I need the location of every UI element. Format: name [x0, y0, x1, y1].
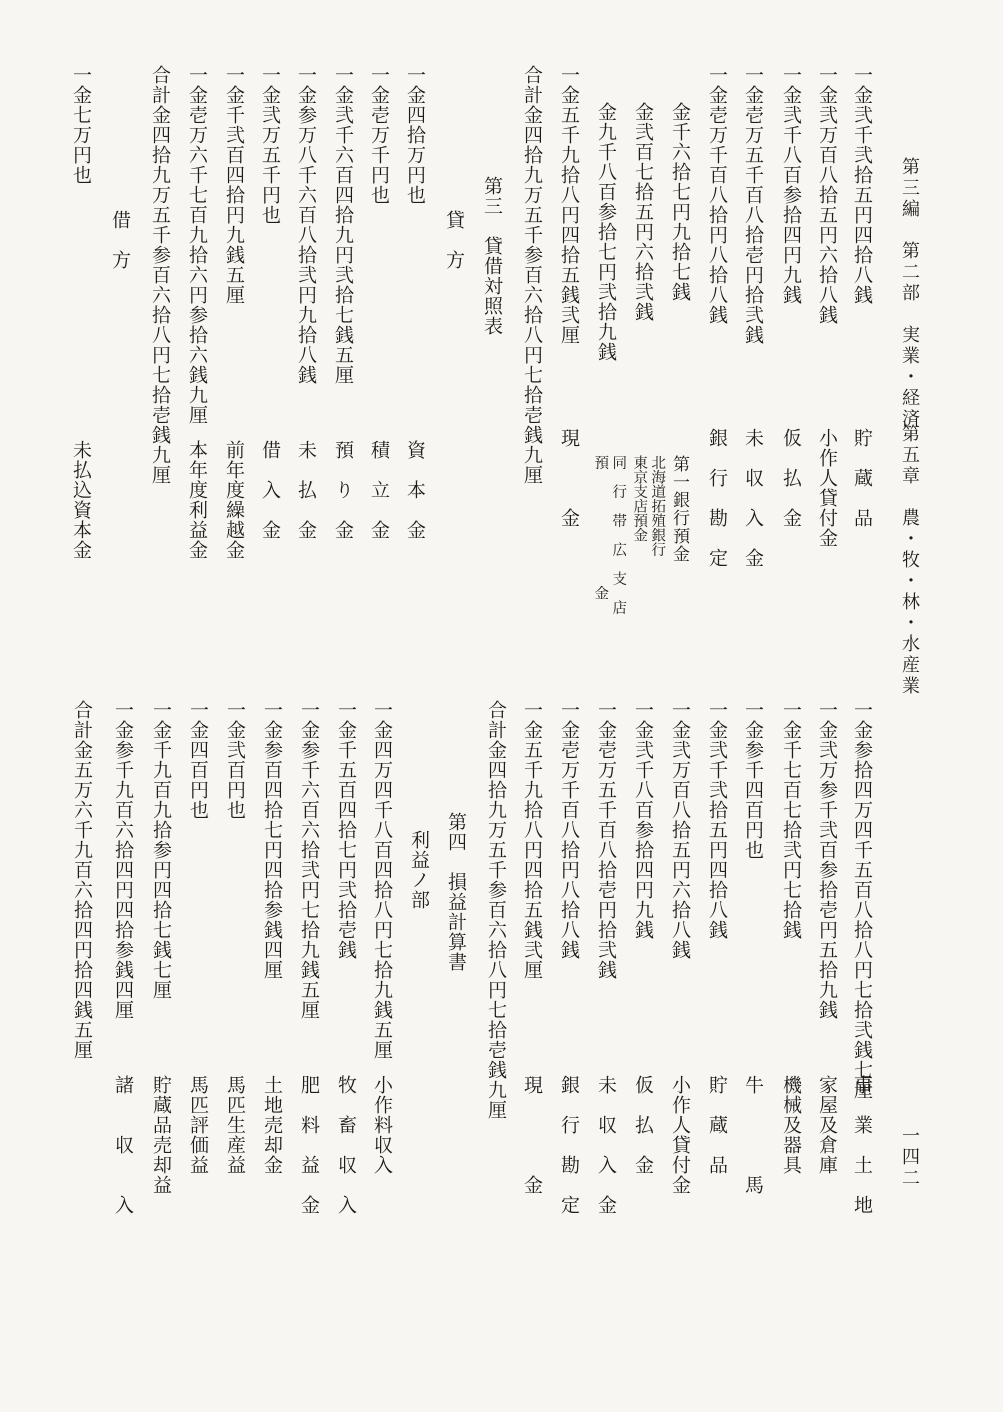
credit-amount-0: 一金四拾万円也 [404, 65, 426, 205]
credit-amount-4: 一金弐万五千円也 [259, 65, 281, 225]
upper-asset-amount-3: 一金壱万五千百八拾壱円拾弐銭 [742, 65, 764, 345]
bank-detail-label-1a: 北海道拓殖銀行 [649, 455, 666, 557]
lower-total-amount: 合計金四拾九万五千参百六拾八円七拾壱銭九厘 [485, 700, 507, 1120]
credit-amount-3: 一金参万八千六百八拾弐円九拾八銭 [295, 65, 317, 385]
credit-heading: 貸 方 [443, 210, 465, 270]
credit-amount-6: 一金壱万六千七百九拾六円参拾六銭九厘 [186, 65, 208, 425]
bank-detail-label-2a: 同 行 帯 広 支 店 [610, 455, 627, 615]
profit-label-3: 土地売却金 [261, 1075, 283, 1175]
profit-heading: 利益ノ部 [408, 830, 430, 910]
page-number: 一四二 [899, 1126, 920, 1189]
section4-title: 第四 損益計算書 [445, 812, 467, 972]
lower-asset-amount-2: 一金千七百七拾弐円七拾銭 [780, 700, 802, 940]
upper-asset-amount-1: 一金弐万百八拾五円六拾八銭 [816, 65, 838, 325]
lower-asset-label-5: 小作人貸付金 [669, 1075, 691, 1195]
debit-amount-0: 一金七万円也 [70, 65, 92, 185]
part-title: 第三編 第二部 実業・経済 [899, 157, 920, 430]
bank-detail-label-2b: 預 金 [592, 455, 609, 600]
lower-asset-amount-3: 一金参千四百円也 [742, 700, 764, 860]
lower-asset-amount-7: 一金壱万五千百八拾壱円拾弐銭 [595, 700, 617, 980]
lower-asset-amount-6: 一金弐千八百参拾四円九銭 [632, 700, 654, 940]
upper-asset-amount-4: 一金壱万千百八拾円八拾八銭 [706, 65, 728, 325]
credit-amount-2: 一金弐千六百四拾九円弐拾七銭五厘 [332, 65, 354, 385]
debit-label-0: 未払込資本金 [70, 440, 92, 560]
profit-amount-2: 一金参千六百六拾弐円七拾九銭五厘 [298, 700, 320, 1020]
profit-amount-1: 一金千五百四拾七円弐拾壱銭 [335, 700, 357, 960]
lower-asset-label-7: 未 収 入 金 [595, 1075, 617, 1215]
credit-label-1: 積 立 金 [368, 440, 390, 540]
upper-asset-amount-2: 一金弐千八百参拾四円九銭 [780, 65, 802, 305]
profit-amount-4: 一金弐百円也 [224, 700, 246, 820]
lower-asset-label-6: 仮 払 金 [632, 1075, 654, 1175]
upper-asset-label-4: 銀 行 勘 定 [706, 428, 728, 568]
bank-detail-label-1b: 東京支店預金 [631, 455, 648, 542]
section3-title: 第三 貸借対照表 [481, 176, 503, 336]
profit-label-0: 小作料収入 [371, 1075, 393, 1175]
upper-asset-label-1: 小作人貸付金 [816, 428, 838, 548]
credit-amount-5: 一金千弐百四拾円九銭五厘 [223, 65, 245, 305]
credit-label-2: 預 り 金 [332, 440, 354, 540]
credit-label-4: 借 入 金 [259, 440, 281, 540]
profit-label-2: 肥 料 益 金 [298, 1075, 320, 1215]
credit-label-3: 未 払 金 [295, 440, 317, 540]
upper-asset-amount-0: 一金弐千弐拾五円四拾八銭 [851, 65, 873, 305]
lower-asset-amount-5: 一金弐万百八拾五円六拾八銭 [669, 700, 691, 960]
lower-asset-label-1: 家屋及倉庫 [816, 1075, 838, 1175]
profit-amount-7: 一金参千九百六拾四円四拾参銭四厘 [112, 700, 134, 1020]
bank-detail-amount-2: 金九千八百参拾七円弐拾九銭 [595, 102, 617, 362]
lower-asset-label-2: 機械及器具 [780, 1075, 802, 1175]
profit-total-amount: 合計金五万六千九百六拾四円拾四銭五厘 [71, 700, 93, 1060]
upper-asset-label-2: 仮 払 金 [780, 428, 802, 528]
profit-amount-5: 一金四百円也 [187, 700, 209, 820]
upper-cash-amount: 一金五千九拾八円四拾五銭弐厘 [558, 65, 580, 345]
lower-asset-amount-9: 一金五千九拾八円四拾五銭弐厘 [521, 700, 543, 980]
chapter-title: 第五章 農・牧・林・水産業 [899, 424, 920, 697]
lower-asset-amount-0: 一金参拾四万四千五百八拾八円七拾弐銭七厘 [851, 700, 873, 1100]
upper-asset-label-3: 未 収 入 金 [742, 428, 764, 568]
profit-label-6: 貯蔵品売却益 [150, 1075, 172, 1195]
credit-label-6: 本年度利益金 [186, 440, 208, 560]
lower-asset-label-4: 貯 蔵 品 [706, 1075, 728, 1175]
credit-amount-1: 一金壱万千円也 [368, 65, 390, 205]
profit-label-5: 馬匹評価益 [187, 1075, 209, 1175]
lower-asset-label-0: 事 業 土 地 [851, 1075, 873, 1215]
bank-detail-label-0: 第一銀行預金 [669, 455, 689, 563]
credit-total-amount: 合計金四拾九万五千参百六拾八円七拾壱銭九厘 [149, 65, 171, 485]
lower-asset-label-8: 銀 行 勘 定 [558, 1075, 580, 1215]
lower-asset-amount-1: 一金弐万参千弐百参拾壱円五拾九銭 [816, 700, 838, 1020]
upper-asset-label-0: 貯 蔵 品 [851, 428, 873, 528]
profit-label-4: 馬匹生産益 [224, 1075, 246, 1175]
lower-asset-amount-4: 一金弐千弐拾五円四拾八銭 [706, 700, 728, 940]
bank-detail-amount-0: 金千六拾七円九拾七銭 [669, 102, 691, 302]
profit-label-1: 牧 畜 収 入 [335, 1075, 357, 1215]
lower-asset-label-9: 現 金 [521, 1075, 543, 1195]
profit-label-7: 諸 収 入 [112, 1075, 134, 1215]
profit-amount-3: 一金参百四拾七円四拾参銭四厘 [261, 700, 283, 980]
profit-amount-6: 一金千九百九拾参円四拾七銭七厘 [150, 700, 172, 1000]
debit-heading: 借 方 [109, 210, 131, 270]
lower-asset-amount-8: 一金壱万千百八拾円八拾八銭 [558, 700, 580, 960]
credit-label-0: 資 本 金 [404, 440, 426, 540]
credit-label-5: 前年度繰越金 [223, 440, 245, 560]
upper-total-amount: 合計金四拾九万五千参百六拾八円七拾壱銭九厘 [521, 65, 543, 485]
lower-asset-label-3: 牛 馬 [742, 1075, 764, 1195]
upper-cash-label: 現 金 [558, 428, 580, 528]
profit-amount-0: 一金四万四千八百四拾八円七拾九銭五厘 [371, 700, 393, 1060]
bank-detail-amount-1: 金弐百七拾五円六拾弐銭 [632, 102, 654, 322]
